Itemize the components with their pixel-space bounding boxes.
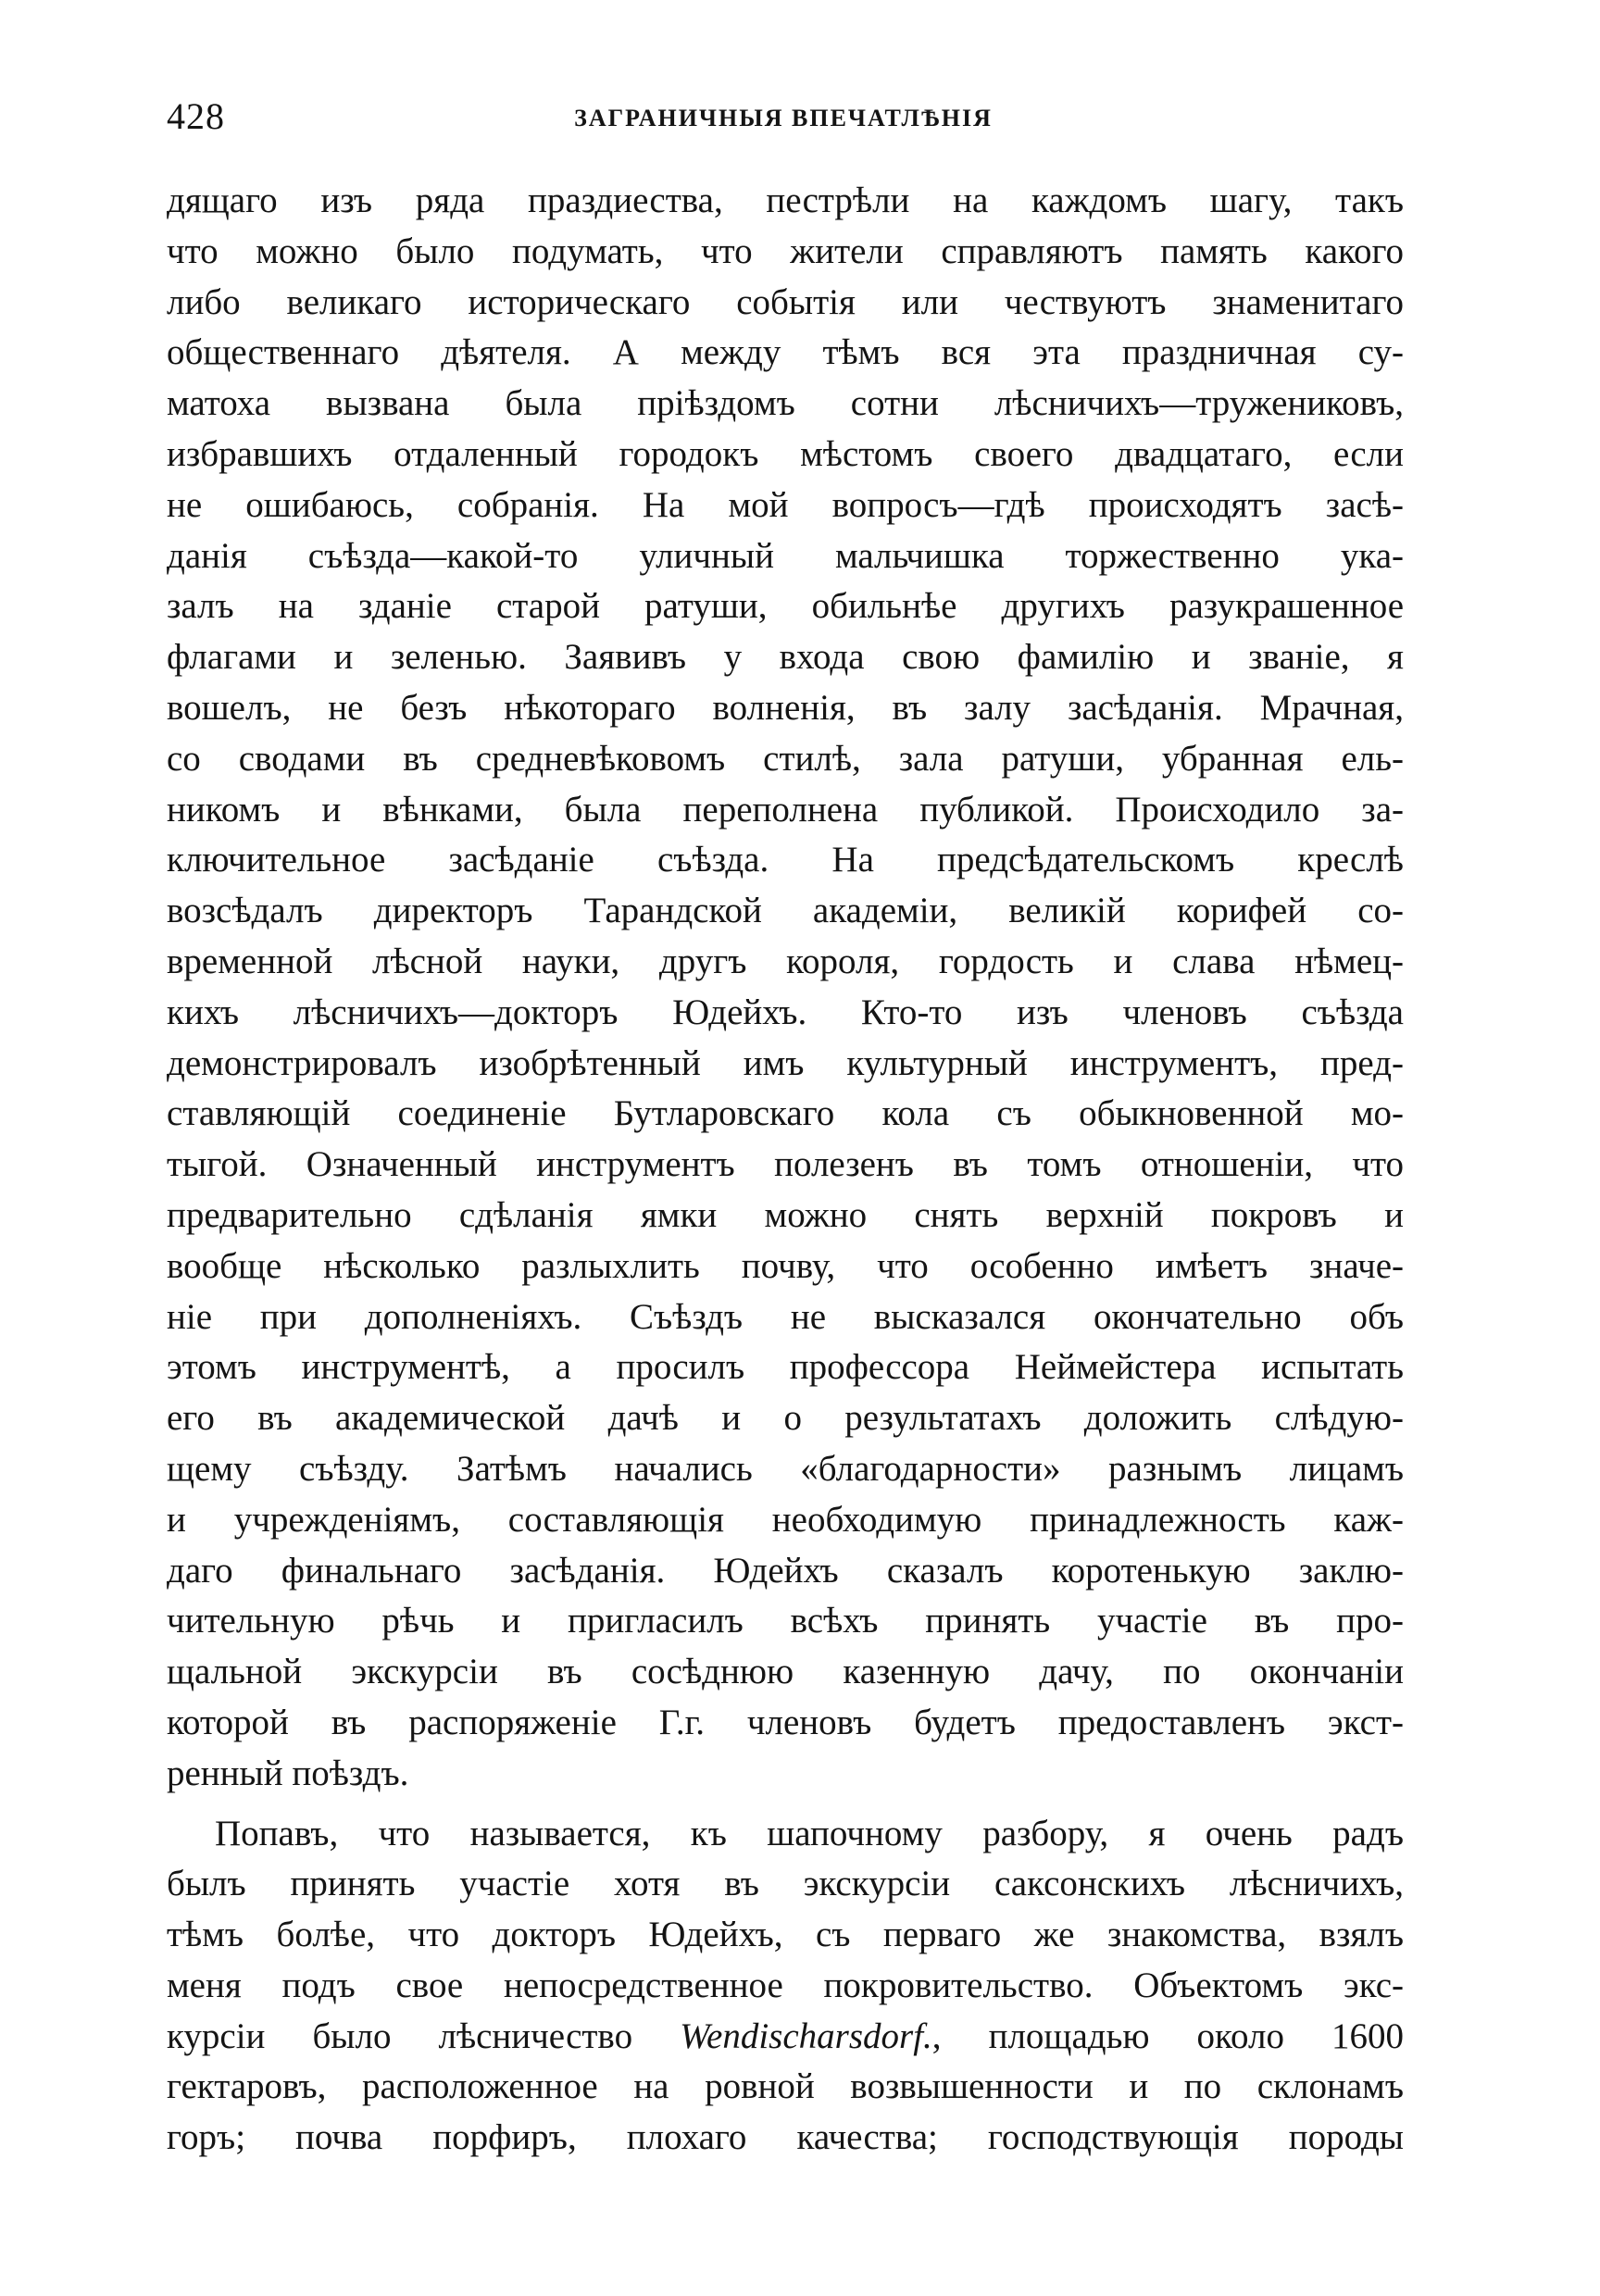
text-line: ренный поѣздъ. (167, 1753, 409, 1793)
text-line: флагами и зеленью. Заявивъ у входа свою фамилію и званіе, я (167, 637, 1404, 678)
paragraph-1 (167, 176, 1404, 1800)
text-line: и учрежденіямъ, составляющія необходимую принадлежность каж- (167, 1499, 1404, 1540)
paragraph-gap (167, 1800, 1404, 1809)
body-text (167, 176, 1404, 2164)
text-line: вообще нѣсколько разлыхлить почву, что особенно имѣетъ значе- (167, 1245, 1404, 1286)
text-line: никомъ и вѣнками, была переполнена публикой. Происходило за- (167, 789, 1404, 830)
text-line: предварительно сдѣланія ямки можно снять верхній покровъ и (167, 1194, 1404, 1235)
text-line: ключительное засѣданіе съѣзда. На предсѣдательскомъ креслѣ (167, 840, 1404, 880)
page-header (167, 89, 1400, 144)
text-line: возсѣдалъ директоръ Тарандской академіи, великій корифей со- (167, 891, 1404, 931)
text-line: этомъ инструментѣ, а просилъ профессора Неймейстера испытать (167, 1347, 1404, 1388)
running-title: ЗАГРАНИЧНЫЯ ВПЕЧАТЛѢНІЯ (574, 105, 993, 131)
text-line: щальной экскурсіи въ сосѣднюю казенную дачу, по окончаніи (167, 1652, 1404, 1692)
text-line: вошелъ, не безъ нѣкотораго волненія, въ залу засѣданія. Мрачная, (167, 687, 1404, 728)
text-line: что можно было подумать, что жители справляютъ память какого (167, 231, 1404, 271)
text-line: данія съѣзда—какой-то уличный мальчишка торжественно ука- (167, 535, 1404, 576)
text-line: кихъ лѣсничихъ—докторъ Юдейхъ. Кто-то изъ членовъ съѣзда (167, 992, 1404, 1032)
text-line: былъ принять участіе хотя въ экскурсіи саксонскихъ лѣсничихъ, (167, 1864, 1404, 1904)
text-segment: , площадью около 1600 (931, 2015, 1404, 2056)
text-line: со сводами въ средневѣковомъ стилѣ, зала ратуши, убранная ель- (167, 738, 1404, 779)
text-segment: курсіи было лѣсничество (167, 2015, 633, 2056)
text-line: демонстрировалъ изобрѣтенный имъ культурный инструментъ, пред- (167, 1042, 1404, 1083)
text-line-with-place-name (167, 2012, 1404, 2063)
text-line: меня подъ свое непосредственное покровительство. Объектомъ экс- (167, 1965, 1404, 2005)
text-line: Попавъ, что называется, къ шапочному разбору, я очень радъ (215, 1813, 1404, 1853)
place-name: Wendischarsdorf. (680, 2015, 932, 2056)
text-line: временной лѣсной науки, другъ короля, гордость и слава нѣмец- (167, 941, 1404, 981)
text-line: тыгой. Означенный инструментъ полезенъ въ томъ отношеніи, что (167, 1144, 1404, 1185)
text-line: ставляющій соединеніе Бутларовскаго кола съ обыкновенной мо- (167, 1093, 1404, 1134)
text-line: чительную рѣчь и пригласилъ всѣхъ принять участіе въ про- (167, 1601, 1404, 1641)
text-line: горъ; почва порфиръ, плохаго качества; господствующія породы (167, 2117, 1404, 2158)
text-line: тѣмъ болѣе, что докторъ Юдейхъ, съ перваго же знакомства, взялъ (167, 1915, 1404, 1955)
text-line: не ошибаюсь, собранія. На мой вопросъ—гдѣ происходятъ засѣ- (167, 484, 1404, 525)
text-line: избравшихъ отдаленный городокъ мѣстомъ своего двадцатаго, если (167, 433, 1404, 474)
text-line: матоха вызвана была пріѣздомъ сотни лѣсничихъ—тружениковъ, (167, 383, 1404, 424)
text-line: либо великаго историческаго событія или чествуютъ знаменитаго (167, 281, 1404, 322)
text-line: даго финальнаго засѣданія. Юдейхъ сказалъ коротенькую заклю- (167, 1550, 1404, 1591)
text-line: залъ на зданіе старой ратуши, обильнѣе другихъ разукрашенное (167, 586, 1404, 627)
text-line: ніе при дополненіяхъ. Съѣздъ не высказался окончательно объ (167, 1296, 1404, 1337)
text-line: дящаго изъ ряда праздиества, пестрѣли на каждомъ шагу, такъ (167, 181, 1404, 220)
page-number: 428 (167, 95, 225, 137)
text-line: щему съѣзду. Затѣмъ начались «благодарности» разнымъ лицамъ (167, 1448, 1404, 1489)
paragraph-2 (167, 1809, 1404, 2165)
text-line: его въ академической дачѣ и о результатахъ доложить слѣдую- (167, 1398, 1404, 1439)
text-line: общественнаго дѣятеля. А между тѣмъ вся эта праздничная су- (167, 332, 1404, 373)
text-line: гектаровъ, расположенное на ровной возвышенности и по склонамъ (167, 2066, 1404, 2107)
text-line: которой въ распоряженіе Г.г. членовъ будетъ предоставленъ экст- (167, 1702, 1404, 1742)
